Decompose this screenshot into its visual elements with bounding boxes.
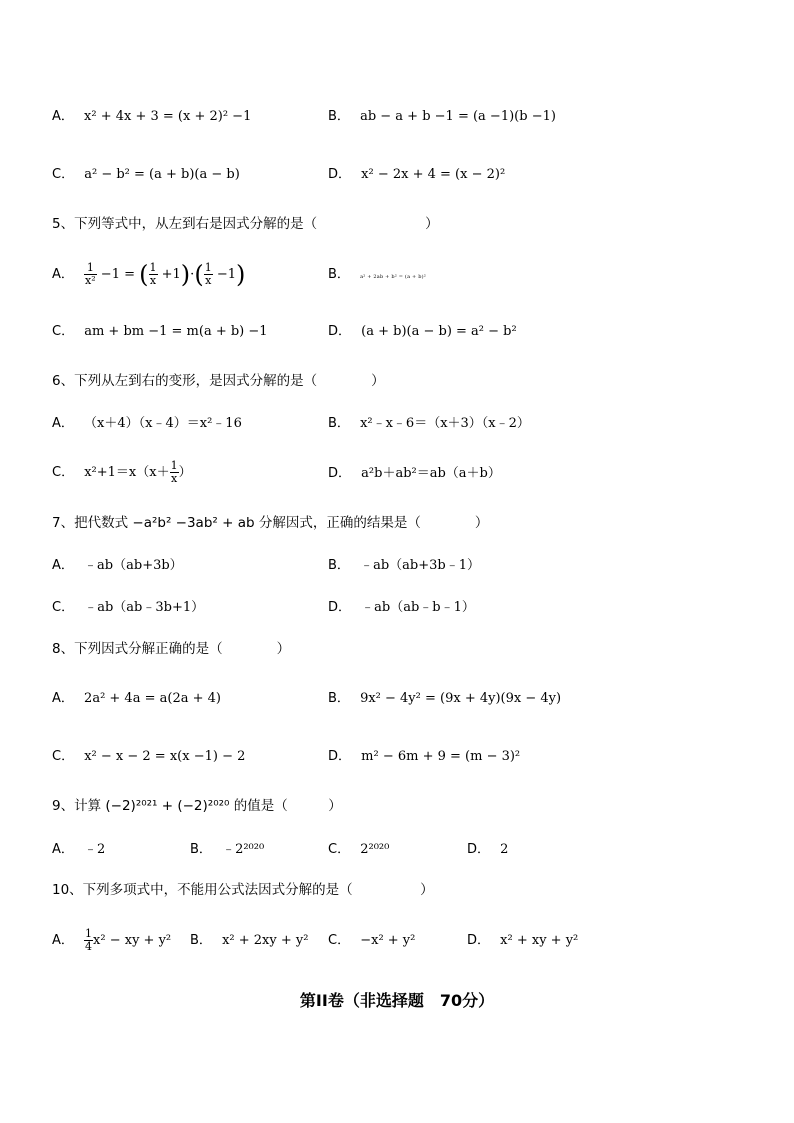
question-7-text: 7、把代数式 −a²b² −3ab² + ab 分解因式，正确的结果是（ ）: [52, 515, 489, 531]
option-expression: x² + 2xy + y²: [222, 933, 309, 948]
question-8-text: 8、下列因式分解正确的是（ ）: [52, 641, 291, 657]
option-expression: x²+1＝x（x＋ $\frac{1}{x}$ ）: [84, 459, 192, 485]
option-label: D．: [467, 842, 491, 857]
option-expression: x²﹣x﹣6＝（x＋3）（x﹣2）: [360, 416, 530, 431]
option-expression: m² − 6m + 9 = (m − 3)²: [361, 749, 521, 764]
option-expression: a² − b² = (a + b)(a − b): [84, 167, 240, 182]
option-label: A．: [52, 558, 74, 573]
q5-option-b: [328, 266, 426, 286]
q7-option-a: [52, 557, 183, 575]
option-expression: $\frac{1}{4}$ x² − xy + y²: [85, 927, 172, 953]
option-label: D．: [328, 466, 352, 481]
q10-option-a: [52, 928, 171, 953]
option-label: C．: [328, 933, 351, 948]
question-9-text: 9、计算 (−2)²⁰²¹ + (−2)²⁰²⁰ 的值是（ ）: [52, 798, 342, 814]
option-label: C．: [52, 749, 75, 764]
option-label: C．: [328, 842, 351, 857]
option-label: D．: [467, 933, 491, 948]
option-label: B．: [328, 691, 350, 706]
question-5-text: 5、下列等式中，从左到右是因式分解的是（ ）: [52, 216, 439, 232]
q10-option-c: [328, 932, 415, 950]
section-title: 第II卷（非选择题 70分）: [299, 991, 495, 1010]
option-expression: x² − x − 2 = x(x −1) − 2: [84, 749, 246, 764]
option-label: D．: [328, 600, 352, 615]
option-label: B．: [328, 109, 350, 124]
option-label: A．: [52, 691, 74, 706]
option-label: C．: [52, 465, 75, 480]
option-label: C．: [52, 324, 75, 339]
q8-option-b: [328, 690, 561, 708]
option-expression: 2²⁰²⁰: [360, 842, 390, 857]
option-expression: 9x² − 4y² = (9x + 4y)(9x − 4y): [360, 691, 562, 706]
q6-option-c: [52, 460, 192, 485]
option-label: B．: [190, 933, 212, 948]
option-label: A．: [52, 416, 74, 431]
option-expression: （x＋4）（x﹣4）＝x²﹣16: [84, 416, 242, 431]
option-label: B．: [328, 558, 350, 573]
q6-option-b: [328, 415, 530, 433]
option-expression: ﹣2: [84, 842, 106, 857]
option-expression: ﹣ab（ab+3b﹣1）: [360, 558, 480, 573]
option-expression: (a + b)(a − b) = a² − b²: [361, 324, 517, 339]
q5-option-a: [52, 262, 245, 287]
q6-option-a: [52, 415, 242, 433]
option-expression: $\frac{1}{\text{x²}}$ −1 = ( $\frac{1}{x}$ +1)·( $\frac{1}{x}$ −1): [85, 260, 246, 289]
option-expression: −x² + y²: [360, 933, 416, 948]
option-expression: ﹣2²⁰²⁰: [222, 842, 265, 857]
q5-option-d: [328, 323, 517, 341]
option-label: C．: [52, 600, 75, 615]
option-a: [52, 108, 251, 126]
option-label: C．: [52, 167, 75, 182]
q7-option-c: [52, 599, 204, 617]
q6-option-d: [328, 465, 501, 483]
option-c: [52, 166, 240, 184]
q8-option-d: [328, 748, 520, 766]
option-expression: ab − a + b −1 = (a −1)(b −1): [360, 109, 556, 124]
option-label: B．: [328, 267, 350, 282]
question-6-text: 6、下列从左到右的变形，是因式分解的是（ ）: [52, 373, 385, 389]
option-expression: x² + 4x + 3 = (x + 2)² −1: [84, 109, 252, 124]
option-d: [328, 166, 505, 184]
option-expression: x² − 2x + 4 = (x − 2)²: [361, 167, 506, 182]
option-expression: 2a² + 4a = a(2a + 4): [84, 691, 221, 706]
option-expression: ﹣ab（ab﹣b﹣1）: [361, 600, 475, 615]
q9-option-a: [52, 841, 105, 859]
option-expression: 2: [500, 842, 509, 857]
q7-option-b: [328, 557, 480, 575]
option-label: D．: [328, 749, 352, 764]
option-label: B．: [328, 416, 350, 431]
question-10-text: 10、下列多项式中，不能用公式法因式分解的是（ ）: [52, 882, 434, 898]
q10-option-d: [467, 932, 578, 950]
option-expression: ﹣ab（ab+3b）: [84, 558, 183, 573]
option-label: B．: [190, 842, 212, 857]
option-label: D．: [328, 167, 352, 182]
q8-option-a: [52, 690, 221, 708]
option-label: A．: [52, 933, 74, 948]
q10-option-b: [190, 932, 308, 950]
option-expression: x² + xy + y²: [500, 933, 579, 948]
q9-option-d: [467, 841, 508, 859]
q8-option-c: [52, 748, 245, 766]
option-expression: a² + 2ab + b² = (a + b)²: [360, 274, 426, 280]
q9-option-c: [328, 841, 389, 859]
option-label: A．: [52, 842, 74, 857]
option-label: A．: [52, 267, 74, 282]
q5-option-c: [52, 323, 268, 341]
option-expression: ﹣ab（ab﹣3b+1）: [84, 600, 205, 615]
option-expression: am + bm −1 = m(a + b) −1: [84, 324, 268, 339]
option-expression: a²b＋ab²＝ab（a＋b）: [361, 466, 501, 481]
option-label: D．: [328, 324, 352, 339]
option-label: A．: [52, 109, 74, 124]
q9-option-b: [190, 841, 264, 859]
q7-option-d: [328, 599, 475, 617]
option-b: [328, 108, 556, 126]
